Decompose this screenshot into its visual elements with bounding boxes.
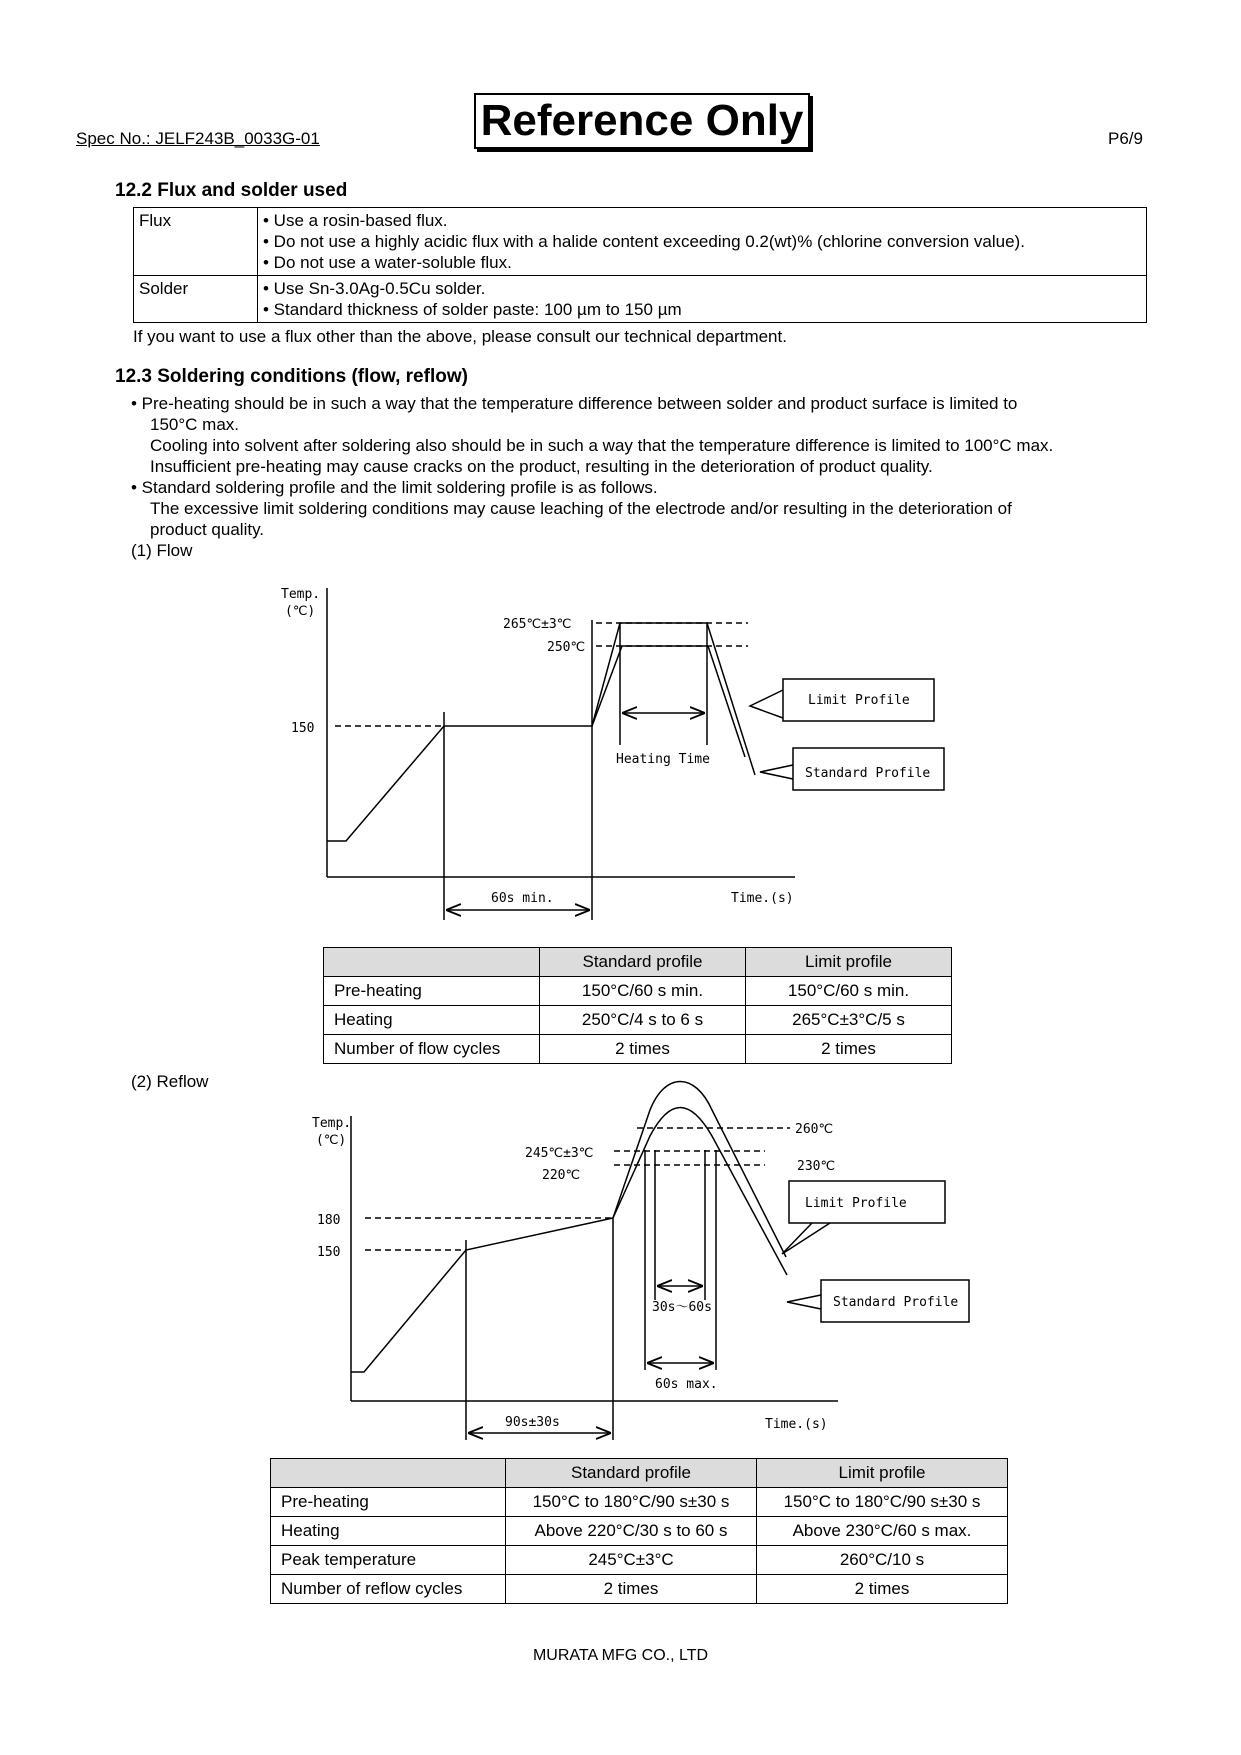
- reflow-profile-table: [270, 1458, 1008, 1604]
- flow-ylabel-2: (℃): [285, 604, 316, 619]
- table-cell: Standard profile: [506, 1459, 757, 1488]
- bullet-cooling: Cooling into solvent after soldering also should be in such a way that the temperature difference is limited to 100°C max.: [150, 436, 1054, 455]
- reflow-preheat-curve: [351, 1218, 613, 1372]
- table-cell: 150°C to 180°C/90 s±30 s: [757, 1488, 1008, 1517]
- flow-limit-label: Limit Profile: [808, 693, 910, 708]
- table-row: [324, 948, 952, 977]
- reflow-tick-180: 180: [317, 1213, 341, 1228]
- flux-line: • Use a rosin-based flux.: [263, 211, 448, 230]
- flow-standard-label: Standard Profile: [805, 766, 931, 781]
- table-cell: 150°C/60 s min.: [540, 977, 746, 1006]
- table-cell: 2 times: [540, 1035, 746, 1064]
- reflow-tick-245: 245℃±3℃: [525, 1146, 594, 1161]
- flux-line: • Do not use a water-soluble flux.: [263, 253, 512, 272]
- reflow-tick-260: 260℃: [795, 1122, 834, 1137]
- flow-heating-label: Heating Time: [616, 752, 710, 767]
- table-cell: Pre-heating: [324, 977, 540, 1006]
- table-cell: Limit profile: [757, 1459, 1008, 1488]
- table-cell: 245°C±3°C: [506, 1546, 757, 1575]
- table-row: [271, 1459, 1008, 1488]
- reflow-tick-220: 220℃: [542, 1168, 581, 1183]
- reflow-label: (2) Reflow: [131, 1072, 209, 1091]
- table-cell: 2 times: [506, 1575, 757, 1604]
- bullet-profile-cont2: product quality.: [150, 520, 265, 539]
- solder-key: Solder: [134, 276, 258, 323]
- table-cell: Peak temperature: [271, 1546, 506, 1575]
- table-row: [271, 1488, 1008, 1517]
- table-cell: Above 230°C/60 s max.: [757, 1517, 1008, 1546]
- reflow-ylabel-2: (℃): [316, 1133, 347, 1148]
- reflow-labels: [312, 1116, 958, 1432]
- table-cell: Number of reflow cycles: [271, 1575, 506, 1604]
- table-row: [324, 977, 952, 1006]
- table-cell: [271, 1459, 506, 1488]
- table-cell: 2 times: [757, 1575, 1008, 1604]
- table-cell: 150°C to 180°C/90 s±30 s: [506, 1488, 757, 1517]
- table-row: [271, 1575, 1008, 1604]
- table-row: [271, 1546, 1008, 1575]
- flow-profile-table: [323, 947, 952, 1064]
- reflow-standard-label: Standard Profile: [833, 1295, 959, 1310]
- flux-note: If you want to use a flux other than the above, please consult our technical department.: [133, 327, 787, 346]
- flow-preheat-label: 60s min.: [491, 891, 554, 906]
- flow-labels: [281, 587, 930, 906]
- reflow-ylabel-1: Temp.: [312, 1116, 352, 1131]
- bullet-preheat: • Pre-heating should be in such a way that the temperature difference between solder and product surface is limited to: [131, 394, 1018, 413]
- spec-number: Spec No.: JELF243B_0033G-01: [76, 129, 320, 148]
- page-number: P6/9: [1108, 129, 1143, 148]
- table-cell: Limit profile: [746, 948, 952, 977]
- table-cell: 150°C/60 s min.: [746, 977, 952, 1006]
- reflow-preheat-label: 90s±30s: [505, 1415, 560, 1430]
- reflow-standard-curve: [613, 1108, 787, 1276]
- flow-tick-265: 265℃±3℃: [503, 617, 572, 632]
- flux-key: Flux: [134, 208, 258, 276]
- footer-company: MURATA MFG CO., LTD: [532, 1647, 709, 1664]
- table-cell: 2 times: [746, 1035, 952, 1064]
- table-cell: Heating: [271, 1517, 506, 1546]
- section-12-2-title: 12.2 Flux and solder used: [115, 180, 348, 201]
- reflow-limit-label: Limit Profile: [805, 1196, 907, 1211]
- flow-label: (1) Flow: [131, 541, 193, 560]
- table-cell: Above 220°C/30 s to 60 s: [506, 1517, 757, 1546]
- bullet-preheat-cont: 150°C max.: [150, 415, 240, 434]
- bullet-profile: • Standard soldering profile and the limit soldering profile is as follows.: [131, 478, 658, 497]
- reflow-xlabel: Time.(s): [765, 1417, 828, 1432]
- table-cell: [324, 948, 540, 977]
- flow-tick-150: 150: [291, 721, 315, 736]
- solder-line: • Standard thickness of solder paste: 100 µm to 150 µm: [263, 300, 682, 319]
- reference-only-stamp: Reference Only: [474, 93, 810, 149]
- reflow-limit-curve: [613, 1082, 786, 1258]
- flow-tick-250: 250℃: [547, 640, 586, 655]
- table-cell: 265°C±3°C/5 s: [746, 1006, 952, 1035]
- table-cell: Standard profile: [540, 948, 746, 977]
- table-cell: Number of flow cycles: [324, 1035, 540, 1064]
- section-12-3-title: 12.3 Soldering conditions (flow, reflow): [115, 366, 468, 387]
- table-cell: 260°C/10 s: [757, 1546, 1008, 1575]
- table-row: [324, 1006, 952, 1035]
- bullet-profile-cont: The excessive limit soldering conditions may cause leaching of the electrode and/or resulting in the deterioration of: [150, 499, 1012, 518]
- table-row: [271, 1517, 1008, 1546]
- flow-ylabel-1: Temp.: [281, 587, 321, 602]
- table-row: [324, 1035, 952, 1064]
- bullet-insufficient: Insufficient pre-heating may cause cracks on the product, resulting in the deterioration of product quality.: [150, 457, 933, 476]
- table-cell: 250°C/4 s to 6 s: [540, 1006, 746, 1035]
- reflow-tick-230: 230℃: [797, 1159, 836, 1174]
- table-cell: Heating: [324, 1006, 540, 1035]
- reflow-60max-label: 60s max.: [655, 1377, 718, 1392]
- flow-standard-curve: [327, 646, 745, 841]
- solder-line: • Use Sn-3.0Ag-0.5Cu solder.: [263, 279, 486, 298]
- flow-xlabel: Time.(s): [731, 891, 794, 906]
- reflow-range-label: 30s～60s: [652, 1300, 712, 1315]
- flux-line: • Do not use a highly acidic flux with a halide content exceeding 0.2(wt)% (chlorine conversion value).: [263, 232, 1025, 251]
- reflow-tick-150: 150: [317, 1245, 341, 1260]
- table-cell: Pre-heating: [271, 1488, 506, 1517]
